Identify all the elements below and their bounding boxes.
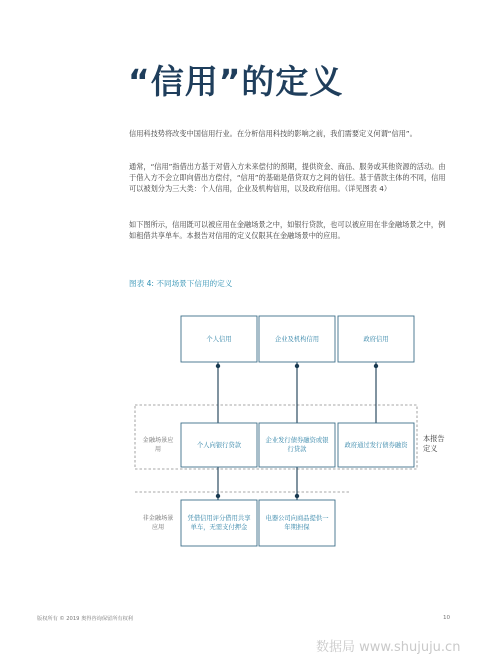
category-government-credit: 政府信用: [363, 335, 389, 343]
financial-scenario-label: 金融场景应用: [142, 437, 174, 453]
report-scope-label: 本报告定义: [423, 434, 445, 453]
connector-dot: [295, 364, 299, 368]
connector-dot: [374, 364, 378, 368]
definition-paragraph: 通常，“信用”指借出方基于对借入方未来偿付的预期，提供资金、商品、服务或其他资源的活动。由于借入方不会立即向借出方偿付，“信用”的基础是借贷双方之间的信任。基于借款主体的不同，信用可以被划分为三大类：个人信用，企业及机构信用，以及政府信用。（详见图表 4）: [129, 162, 446, 193]
category-enterprise-credit: 企业及机构信用: [274, 335, 320, 343]
figure-caption: 图表 4: 不同场景下信用的定义: [129, 279, 233, 288]
connector-dot: [295, 494, 299, 498]
category-personal-credit: 个人信用: [206, 335, 232, 343]
scope-paragraph: 如下图所示，信用既可以被应用在金融场景之中，如银行贷款，也可以被应用在非金融场景之中，例如租借共享单车。本报告对信用的定义仅限其在金融场景中的应用。: [129, 220, 446, 240]
financial-item-enterprise: 企业发行债券融资或银行贷款: [265, 437, 329, 453]
financial-item-personal: 个人向银行贷款: [196, 441, 242, 449]
nonfinancial-item-personal: 凭借信用评分借用共享单车，无需支付押金: [187, 515, 251, 531]
footer-copyright: 版权所有 © 2019 奥得咨询保留所有权利: [37, 616, 133, 622]
watermark: 数据局 www.shujuju.cn: [316, 640, 461, 655]
nonfinancial-item-enterprise: 电器公司向商品提供一年期担保: [265, 515, 329, 531]
connector-dot: [216, 494, 220, 498]
page-title: “信用”的定义: [128, 62, 344, 101]
nonfinancial-scenario-label: 非金融场景应用: [142, 515, 174, 531]
financial-item-government: 政府通过发行债券融资: [344, 441, 408, 449]
page-number: 10: [443, 615, 451, 621]
connector-dot: [216, 364, 220, 368]
intro-paragraph: 信用科技势将改变中国信用行业。在分析信用科技的影响之前，我们需要定义何谓“信用”。: [129, 129, 417, 138]
